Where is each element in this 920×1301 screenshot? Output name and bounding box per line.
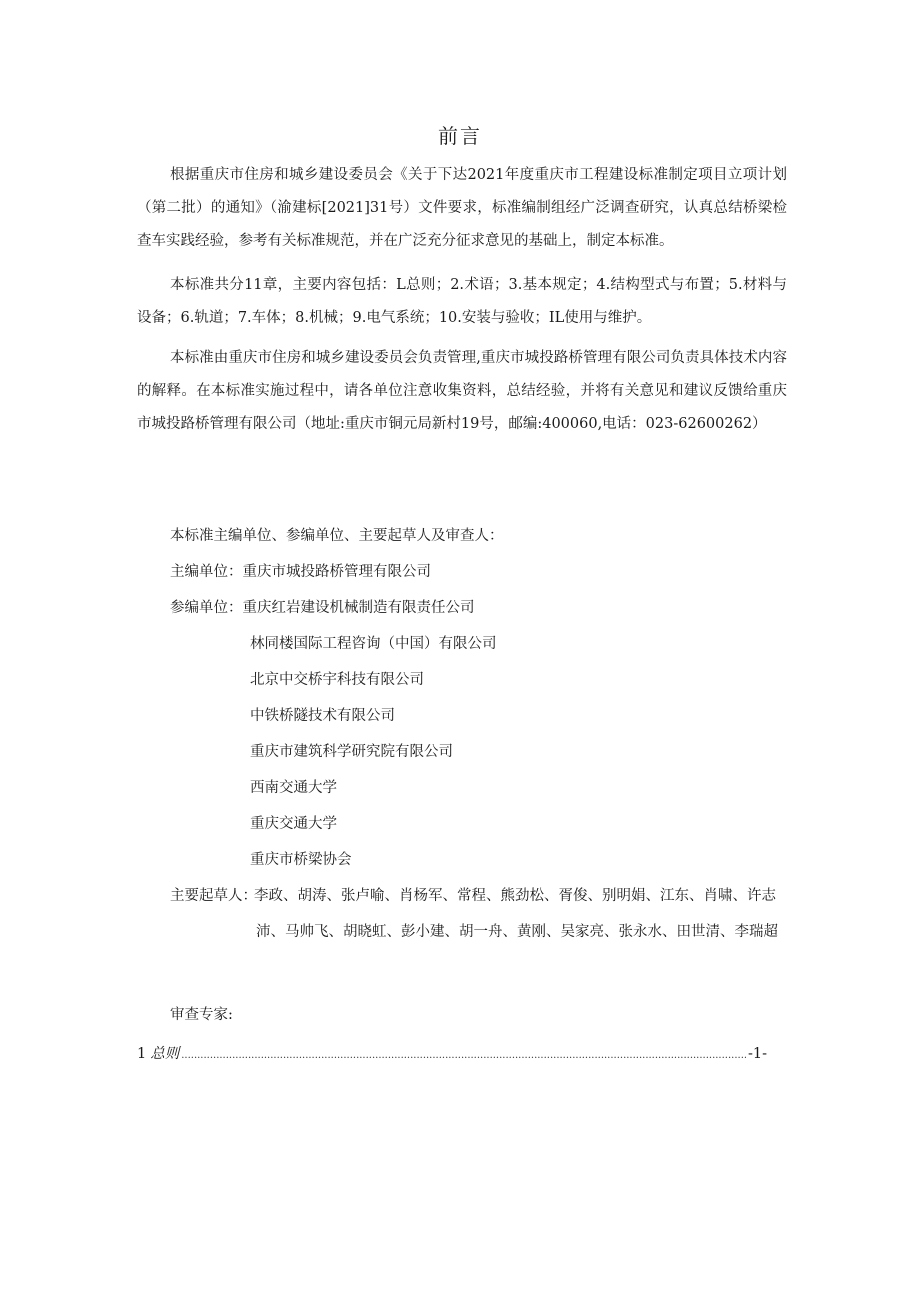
toc-number: 1 xyxy=(137,1046,147,1062)
toc-leader-dots xyxy=(181,1046,746,1066)
toc-entry[interactable] xyxy=(137,1044,767,1066)
units-intro: 本标准主编单位、参编单位、主要起草人及审查人： xyxy=(170,528,504,544)
chief-unit: 主编单位：重庆市城投路桥管理有限公司 xyxy=(170,564,431,580)
participating-unit-first: 参编单位：重庆红岩建设机械制造有限责任公司 xyxy=(170,600,475,616)
paragraph-management: 本标准由重庆市住房和城乡建设委员会负责管理,重庆市城投路桥管理有限公司负责具体技术内容的解释。在本标准实施过程中，请各单位注意收集资料，总结经验，并将有关意见和建议反馈给重庆市城投路桥管理有限公司（地址:重庆市铜元局新村19号，邮编:400060,电话：023-62600262） xyxy=(137,350,787,432)
participating-unit: 重庆市建筑科学研究院有限公司 xyxy=(250,744,453,760)
toc-page-number: -1- xyxy=(747,1046,767,1062)
drafters-names: 李政、胡涛、张卢喻、肖杨军、常程、熊劲松、胥俊、别明娟、江东、肖啸、许志沛、马帅飞、胡晓虹、彭小建、胡一舟、黄刚、吴家亮、张永水、田世清、李瑞超 xyxy=(254,888,778,940)
toc-title: 总则 xyxy=(150,1046,180,1062)
participating-unit: 中铁桥隧技术有限公司 xyxy=(250,708,395,724)
participating-unit: 西南交通大学 xyxy=(250,780,337,796)
paragraph-contents: 本标准共分11章，主要内容包括：L总则；2.术语；3.基本规定；4.结构型式与布置；5.材料与设备；6.轨道；7.车体；8.机械；9.电气系统；10.安装与验收；IL使用与维护。 xyxy=(137,277,787,326)
participating-unit: 北京中交桥宇科技有限公司 xyxy=(250,672,424,688)
paragraph-basis: 根据重庆市住房和城乡建设委员会《关于下达2021年度重庆市工程建设标准制定项目立项计划（第二批）的通知》（渝建标[2021]31号）文件要求，标准编制组经广泛调查研究，认真总结桥梁检查车实践经验，参考有关标准规范，并在广泛充分征求意见的基础上，制定本标准。 xyxy=(137,167,787,249)
drafters-block xyxy=(170,878,780,950)
drafters-label: 主要起草人： xyxy=(170,888,257,904)
participating-unit: 重庆交通大学 xyxy=(250,816,337,832)
reviewers-label: 审查专家: xyxy=(170,1007,233,1023)
page-title: 前言 xyxy=(438,124,482,148)
participating-unit: 林同楼国际工程咨询（中国）有限公司 xyxy=(250,636,497,652)
participating-unit: 重庆市桥梁协会 xyxy=(250,852,352,868)
